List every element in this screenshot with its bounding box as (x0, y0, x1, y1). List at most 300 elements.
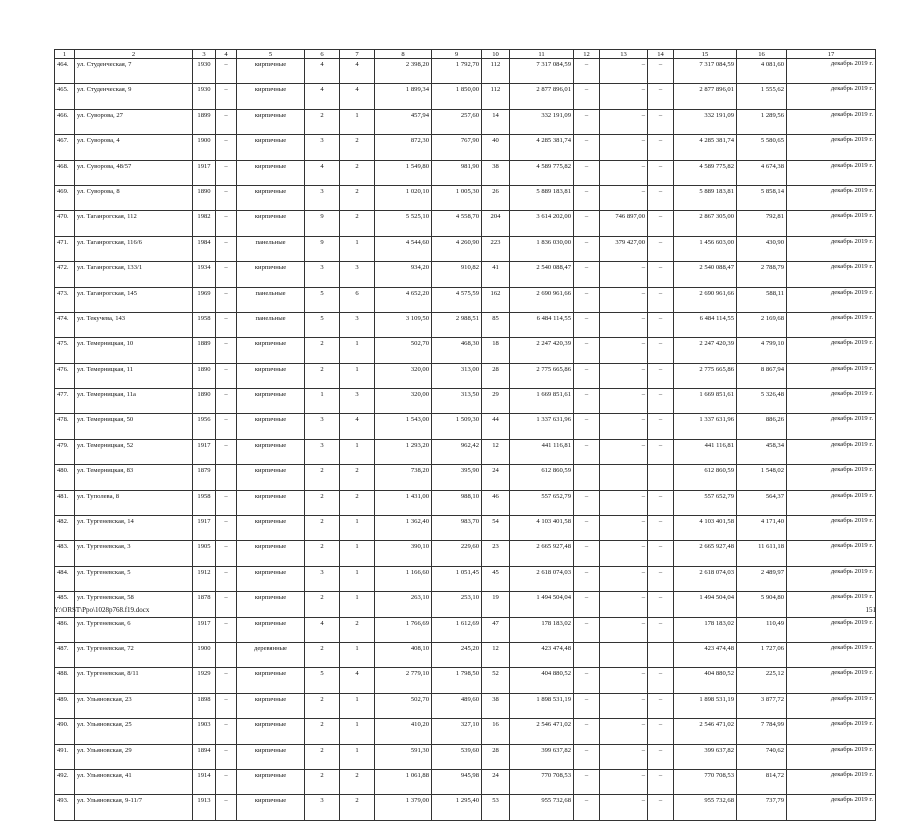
wall-material-cell: панельные (237, 312, 305, 337)
fund-cost-cell: 7 317 084,59 (674, 59, 737, 84)
entrances-cell: 1 (340, 642, 375, 667)
deadline-cell: декабрь 2019 г. (787, 185, 876, 210)
col-12-cell: – (574, 185, 600, 210)
table-row (55, 566, 876, 591)
address-cell: ул. Темерницкая, 11 (75, 363, 193, 388)
wall-material-cell: кирпичные (237, 541, 305, 566)
col-12-cell (574, 642, 600, 667)
column-number-1: 1 (55, 50, 75, 59)
row-number-cell: 474. (55, 312, 75, 337)
build-year-cell: 1934 (193, 262, 216, 287)
total-area-cell: 1 899,34 (375, 84, 432, 109)
fund-cost-cell: 2 618 074,03 (674, 566, 737, 591)
document-path: Y:\ORST\Ppo\1028p768.f19.docx (54, 606, 150, 614)
cost-per-m2-cell: 740,62 (737, 744, 787, 769)
total-area-cell: 1 061,88 (375, 769, 432, 794)
residents-cell: 162 (482, 287, 510, 312)
row-number-cell: 465. (55, 84, 75, 109)
fund-cost-cell: 557 652,79 (674, 490, 737, 515)
col-12-cell: – (574, 262, 600, 287)
total-cost-cell: 2 540 088,47 (510, 262, 574, 287)
residents-cell: 112 (482, 84, 510, 109)
table-row (55, 490, 876, 515)
col-4-cell: – (216, 109, 237, 134)
entrances-cell: 1 (340, 439, 375, 464)
col-4-cell: – (216, 566, 237, 591)
residents-cell: 46 (482, 490, 510, 515)
build-year-cell: 1912 (193, 566, 216, 591)
col-14-cell: – (648, 211, 674, 236)
fund-cost-cell: 4 285 381,74 (674, 135, 737, 160)
deadline-cell: декабрь 2019 г. (787, 592, 876, 617)
table-row (55, 160, 876, 185)
deadline-cell: декабрь 2019 г. (787, 516, 876, 541)
residents-cell: 38 (482, 693, 510, 718)
living-area-cell: 988,10 (432, 490, 482, 515)
col-14-cell: – (648, 693, 674, 718)
living-area-cell: 1 792,70 (432, 59, 482, 84)
row-number-cell: 464. (55, 59, 75, 84)
col-12-cell: – (574, 516, 600, 541)
col-13-cell: – (600, 389, 648, 414)
address-cell: ул. Таганрогская, 112 (75, 211, 193, 236)
col-13-cell: – (600, 516, 648, 541)
col-13-cell: – (600, 668, 648, 693)
residents-cell: 47 (482, 617, 510, 642)
col-13-cell: 379 427,00 (600, 236, 648, 261)
build-year-cell: 1929 (193, 668, 216, 693)
entrances-cell: 4 (340, 414, 375, 439)
floors-cell: 2 (305, 541, 340, 566)
floors-cell: 2 (305, 516, 340, 541)
row-number-cell: 471. (55, 236, 75, 261)
wall-material-cell: кирпичные (237, 389, 305, 414)
col-14-cell: – (648, 516, 674, 541)
wall-material-cell: кирпичные (237, 338, 305, 363)
column-number-3: 3 (193, 50, 216, 59)
build-year-cell: 1917 (193, 439, 216, 464)
page-number: 151 (865, 606, 876, 614)
build-year-cell: 1969 (193, 287, 216, 312)
col-4-cell: – (216, 389, 237, 414)
row-number-cell: 480. (55, 465, 75, 490)
column-number-7: 7 (340, 50, 375, 59)
column-number-9: 9 (432, 50, 482, 59)
col-13-cell: – (600, 769, 648, 794)
fund-cost-cell: 2 690 961,66 (674, 287, 737, 312)
living-area-cell: 981,90 (432, 160, 482, 185)
fund-cost-cell: 612 860,59 (674, 465, 737, 490)
cost-per-m2-cell: 225,12 (737, 668, 787, 693)
living-area-cell: 253,10 (432, 592, 482, 617)
total-area-cell: 410,20 (375, 719, 432, 744)
floors-cell: 3 (305, 414, 340, 439)
fund-cost-cell: 399 637,82 (674, 744, 737, 769)
wall-material-cell: кирпичные (237, 363, 305, 388)
col-4-cell: – (216, 541, 237, 566)
build-year-cell: 1917 (193, 516, 216, 541)
living-area-cell: 313,00 (432, 363, 482, 388)
col-12-cell: – (574, 566, 600, 591)
floors-cell: 2 (305, 109, 340, 134)
col-12-cell: – (574, 414, 600, 439)
build-year-cell: 1930 (193, 84, 216, 109)
col-13-cell: – (600, 490, 648, 515)
build-year-cell: 1984 (193, 236, 216, 261)
wall-material-cell: кирпичные (237, 465, 305, 490)
col-14-cell: – (648, 592, 674, 617)
total-area-cell: 3 109,50 (375, 312, 432, 337)
row-number-cell: 491. (55, 744, 75, 769)
wall-material-cell: кирпичные (237, 719, 305, 744)
total-cost-cell: 2 618 074,03 (510, 566, 574, 591)
fund-cost-cell: 955 732,68 (674, 795, 737, 820)
floors-cell: 3 (305, 262, 340, 287)
floors-cell: 2 (305, 363, 340, 388)
entrances-cell: 2 (340, 769, 375, 794)
table-row (55, 109, 876, 134)
living-area-cell: 4 575,59 (432, 287, 482, 312)
cost-per-m2-cell: 2 788,79 (737, 262, 787, 287)
wall-material-cell: кирпичные (237, 211, 305, 236)
floors-cell: 4 (305, 617, 340, 642)
deadline-cell: декабрь 2019 г. (787, 566, 876, 591)
entrances-cell: 4 (340, 59, 375, 84)
deadline-cell: декабрь 2019 г. (787, 211, 876, 236)
residents-cell: 12 (482, 439, 510, 464)
total-cost-cell: 2 690 961,66 (510, 287, 574, 312)
deadline-cell: декабрь 2019 г. (787, 160, 876, 185)
address-cell: ул. Ульяновская, 41 (75, 769, 193, 794)
column-number-14: 14 (648, 50, 674, 59)
col-4-cell: – (216, 185, 237, 210)
residents-cell: 28 (482, 744, 510, 769)
col-12-cell: – (574, 668, 600, 693)
address-cell: ул. Темерницкая, 10 (75, 338, 193, 363)
col-12-cell: – (574, 59, 600, 84)
col-12-cell: – (574, 109, 600, 134)
total-cost-cell: 3 614 202,00 (510, 211, 574, 236)
floors-cell: 2 (305, 490, 340, 515)
col-14-cell: – (648, 617, 674, 642)
living-area-cell: 962,42 (432, 439, 482, 464)
col-4-cell: – (216, 338, 237, 363)
floors-cell: 2 (305, 693, 340, 718)
col-14-cell: – (648, 541, 674, 566)
floors-cell: 9 (305, 211, 340, 236)
row-number-cell: 477. (55, 389, 75, 414)
deadline-cell: декабрь 2019 г. (787, 795, 876, 820)
col-13-cell: – (600, 414, 648, 439)
floors-cell: 3 (305, 566, 340, 591)
total-cost-cell: 332 191,09 (510, 109, 574, 134)
total-area-cell: 502,70 (375, 338, 432, 363)
col-4-cell: – (216, 59, 237, 84)
residents-cell: 28 (482, 363, 510, 388)
residents-cell: 40 (482, 135, 510, 160)
cost-per-m2-cell: 8 867,94 (737, 363, 787, 388)
col-14-cell: – (648, 135, 674, 160)
total-cost-cell: 6 484 114,55 (510, 312, 574, 337)
total-area-cell: 5 525,10 (375, 211, 432, 236)
col-12-cell: – (574, 769, 600, 794)
col-13-cell: – (600, 592, 648, 617)
col-14-cell: – (648, 160, 674, 185)
living-area-cell: 767,90 (432, 135, 482, 160)
col-12-cell: – (574, 592, 600, 617)
table-row (55, 338, 876, 363)
total-cost-cell: 557 652,79 (510, 490, 574, 515)
build-year-cell: 1982 (193, 211, 216, 236)
table-row (55, 414, 876, 439)
entrances-cell: 2 (340, 211, 375, 236)
col-14-cell: – (648, 490, 674, 515)
residents-cell: 223 (482, 236, 510, 261)
fund-cost-cell: 1 337 631,96 (674, 414, 737, 439)
col-4-cell: – (216, 84, 237, 109)
build-year-cell: 1890 (193, 363, 216, 388)
wall-material-cell: панельные (237, 236, 305, 261)
col-4-cell: – (216, 312, 237, 337)
col-4-cell: – (216, 490, 237, 515)
total-cost-cell: 1 494 504,04 (510, 592, 574, 617)
col-4-cell: – (216, 236, 237, 261)
wall-material-cell: кирпичные (237, 414, 305, 439)
deadline-cell: декабрь 2019 г. (787, 617, 876, 642)
col-14-cell: – (648, 363, 674, 388)
entrances-cell: 2 (340, 617, 375, 642)
total-cost-cell: 612 860,59 (510, 465, 574, 490)
entrances-cell: 1 (340, 541, 375, 566)
total-cost-cell: 404 880,52 (510, 668, 574, 693)
cost-per-m2-cell: 737,79 (737, 795, 787, 820)
address-cell: ул. Тургеневская, 72 (75, 642, 193, 667)
table-row (55, 439, 876, 464)
total-area-cell: 320,00 (375, 389, 432, 414)
floors-cell: 3 (305, 795, 340, 820)
row-number-cell: 487. (55, 642, 75, 667)
row-number-cell: 472. (55, 262, 75, 287)
deadline-cell: декабрь 2019 г. (787, 439, 876, 464)
entrances-cell: 2 (340, 465, 375, 490)
residents-cell: 85 (482, 312, 510, 337)
building-register-table (54, 49, 876, 821)
row-number-cell: 475. (55, 338, 75, 363)
living-area-cell: 539,60 (432, 744, 482, 769)
table-row (55, 642, 876, 667)
col-13-cell: 746 897,00 (600, 211, 648, 236)
total-area-cell: 263,10 (375, 592, 432, 617)
row-number-cell: 468. (55, 160, 75, 185)
fund-cost-cell: 2 540 088,47 (674, 262, 737, 287)
living-area-cell: 1 798,50 (432, 668, 482, 693)
floors-cell: 2 (305, 465, 340, 490)
cost-per-m2-cell: 11 611,18 (737, 541, 787, 566)
entrances-cell: 1 (340, 236, 375, 261)
col-13-cell: – (600, 109, 648, 134)
col-13-cell: – (600, 287, 648, 312)
cost-per-m2-cell: 5 326,48 (737, 389, 787, 414)
column-number-12: 12 (574, 50, 600, 59)
fund-cost-cell: 4 103 401,58 (674, 516, 737, 541)
total-cost-cell: 4 103 401,58 (510, 516, 574, 541)
deadline-cell: декабрь 2019 г. (787, 312, 876, 337)
table-row (55, 236, 876, 261)
living-area-cell: 468,30 (432, 338, 482, 363)
wall-material-cell: панельные (237, 287, 305, 312)
col-4-cell: – (216, 287, 237, 312)
cost-per-m2-cell: 1 548,02 (737, 465, 787, 490)
total-area-cell: 1 543,00 (375, 414, 432, 439)
address-cell: ул. Ульяновская, 25 (75, 719, 193, 744)
col-13-cell: – (600, 160, 648, 185)
table-row (55, 744, 876, 769)
living-area-cell: 257,60 (432, 109, 482, 134)
total-area-cell: 1 549,80 (375, 160, 432, 185)
total-cost-cell: 2 546 471,02 (510, 719, 574, 744)
address-cell: ул. Тургеневская, 58 (75, 592, 193, 617)
col-14-cell: – (648, 59, 674, 84)
total-area-cell: 1 362,40 (375, 516, 432, 541)
residents-cell: 19 (482, 592, 510, 617)
col-14-cell (648, 465, 674, 490)
build-year-cell: 1899 (193, 109, 216, 134)
entrances-cell: 2 (340, 490, 375, 515)
column-number-16: 16 (737, 50, 787, 59)
floors-cell: 1 (305, 389, 340, 414)
col-14-cell (648, 642, 674, 667)
col-13-cell: – (600, 262, 648, 287)
total-area-cell: 2 779,10 (375, 668, 432, 693)
address-cell: ул. Студенческая, 9 (75, 84, 193, 109)
table-row (55, 795, 876, 820)
floors-cell: 4 (305, 59, 340, 84)
total-cost-cell: 7 317 084,59 (510, 59, 574, 84)
residents-cell: 52 (482, 668, 510, 693)
table-row (55, 668, 876, 693)
floors-cell: 3 (305, 439, 340, 464)
col-14-cell: – (648, 338, 674, 363)
entrances-cell: 1 (340, 338, 375, 363)
col-12-cell: – (574, 693, 600, 718)
col-4-cell: – (216, 160, 237, 185)
residents-cell: 44 (482, 414, 510, 439)
col-14-cell: – (648, 236, 674, 261)
address-cell: ул. Темерницкая, 11а (75, 389, 193, 414)
total-cost-cell: 2 775 665,86 (510, 363, 574, 388)
cost-per-m2-cell: 458,34 (737, 439, 787, 464)
col-12-cell: – (574, 160, 600, 185)
wall-material-cell: кирпичные (237, 109, 305, 134)
total-area-cell: 4 544,60 (375, 236, 432, 261)
col-13-cell: – (600, 135, 648, 160)
total-cost-cell: 178 183,02 (510, 617, 574, 642)
residents-cell: 112 (482, 59, 510, 84)
residents-cell: 53 (482, 795, 510, 820)
table-row (55, 389, 876, 414)
col-4-cell: – (216, 439, 237, 464)
total-area-cell: 457,94 (375, 109, 432, 134)
build-year-cell: 1903 (193, 719, 216, 744)
col-14-cell: – (648, 744, 674, 769)
deadline-cell: декабрь 2019 г. (787, 693, 876, 718)
cost-per-m2-cell: 5 904,80 (737, 592, 787, 617)
entrances-cell: 1 (340, 744, 375, 769)
col-13-cell: – (600, 795, 648, 820)
floors-cell: 3 (305, 185, 340, 210)
col-13-cell: – (600, 312, 648, 337)
address-cell: ул. Туполева, 8 (75, 490, 193, 515)
wall-material-cell: кирпичные (237, 135, 305, 160)
col-13-cell: – (600, 338, 648, 363)
wall-material-cell: кирпичные (237, 160, 305, 185)
living-area-cell: 395,90 (432, 465, 482, 490)
total-area-cell: 591,30 (375, 744, 432, 769)
table-row (55, 465, 876, 490)
build-year-cell: 1956 (193, 414, 216, 439)
build-year-cell: 1905 (193, 541, 216, 566)
cost-per-m2-cell: 2 489,97 (737, 566, 787, 591)
col-12-cell: – (574, 338, 600, 363)
total-cost-cell: 2 877 896,01 (510, 84, 574, 109)
deadline-cell: декабрь 2019 г. (787, 769, 876, 794)
col-13-cell: – (600, 185, 648, 210)
cost-per-m2-cell: 5 858,14 (737, 185, 787, 210)
table-row (55, 185, 876, 210)
total-area-cell: 4 652,20 (375, 287, 432, 312)
wall-material-cell: кирпичные (237, 59, 305, 84)
deadline-cell: декабрь 2019 г. (787, 668, 876, 693)
build-year-cell: 1917 (193, 617, 216, 642)
floors-cell: 4 (305, 84, 340, 109)
col-12-cell: – (574, 541, 600, 566)
residents-cell: 38 (482, 160, 510, 185)
table-row (55, 211, 876, 236)
build-year-cell: 1900 (193, 642, 216, 667)
deadline-cell: декабрь 2019 г. (787, 59, 876, 84)
table-row (55, 516, 876, 541)
living-area-cell: 1 295,40 (432, 795, 482, 820)
col-4-cell: – (216, 668, 237, 693)
residents-cell: 54 (482, 516, 510, 541)
deadline-cell: декабрь 2019 г. (787, 287, 876, 312)
col-14-cell: – (648, 719, 674, 744)
address-cell: ул. Ульяновская, 9-11/7 (75, 795, 193, 820)
wall-material-cell: кирпичные (237, 490, 305, 515)
total-area-cell: 408,10 (375, 642, 432, 667)
total-cost-cell: 1 669 851,61 (510, 389, 574, 414)
fund-cost-cell: 2 867 305,00 (674, 211, 737, 236)
residents-cell: 41 (482, 262, 510, 287)
row-number-cell: 493. (55, 795, 75, 820)
build-year-cell: 1889 (193, 338, 216, 363)
address-cell: ул. Суворова, 48/57 (75, 160, 193, 185)
row-number-cell: 482. (55, 516, 75, 541)
row-number-cell: 473. (55, 287, 75, 312)
fund-cost-cell: 2 546 471,02 (674, 719, 737, 744)
entrances-cell: 1 (340, 566, 375, 591)
floors-cell: 2 (305, 642, 340, 667)
row-number-cell: 478. (55, 414, 75, 439)
total-cost-cell: 4 589 775,82 (510, 160, 574, 185)
column-number-10: 10 (482, 50, 510, 59)
col-13-cell: – (600, 439, 648, 464)
wall-material-cell: кирпичные (237, 439, 305, 464)
table-row (55, 719, 876, 744)
residents-cell: 204 (482, 211, 510, 236)
col-13-cell: – (600, 59, 648, 84)
table-row (55, 287, 876, 312)
